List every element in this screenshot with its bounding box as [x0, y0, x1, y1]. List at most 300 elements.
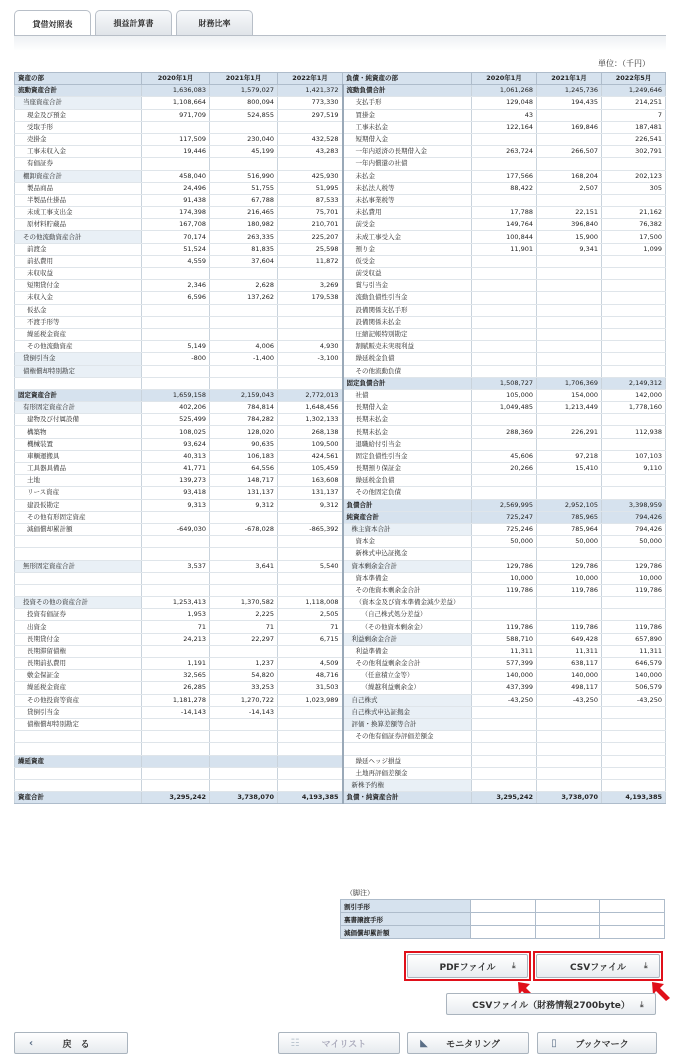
table-row — [15, 658, 666, 670]
asset-label: 貸倒引当金 — [15, 706, 142, 718]
value-cell: 5,540 — [278, 560, 343, 572]
table-row — [15, 463, 666, 475]
footnote-label: （脚注） — [346, 889, 374, 897]
back-button[interactable] — [14, 1032, 128, 1054]
value-cell: 43,283 — [278, 146, 343, 158]
asset-label: 工事未収入金 — [15, 146, 142, 158]
liability-label: 自己株式申込証拠金 — [343, 706, 472, 718]
header-assets: 資産の部 — [15, 73, 142, 85]
value-cell: 4,006 — [210, 341, 278, 353]
value-cell: 93,418 — [142, 487, 210, 499]
value-cell: 25,598 — [278, 243, 343, 255]
value-cell — [278, 645, 343, 657]
csv-full-download-button[interactable] — [446, 993, 656, 1015]
value-cell — [278, 536, 343, 548]
value-cell — [142, 158, 210, 170]
asset-label: 土地 — [15, 475, 142, 487]
value-cell: 88,422 — [472, 182, 537, 194]
total-value: 3,295,242 — [142, 792, 210, 804]
liability-label: 資本剰余金合計 — [343, 560, 472, 572]
asset-label: 短期貸付金 — [15, 280, 142, 292]
asset-label: 製品商品 — [15, 182, 142, 194]
table-row — [15, 231, 666, 243]
table-row — [15, 243, 666, 255]
value-cell: 2,772,013 — [278, 389, 343, 401]
value-cell — [142, 731, 210, 743]
value-cell — [472, 353, 537, 365]
value-cell: 800,094 — [210, 97, 278, 109]
value-cell — [210, 328, 278, 340]
value-cell — [472, 487, 537, 499]
value-cell: 140,000 — [472, 670, 537, 682]
value-cell: 45,199 — [210, 146, 278, 158]
value-cell: 1,508,727 — [472, 377, 537, 389]
value-cell — [278, 268, 343, 280]
liability-label: 前受金 — [343, 219, 472, 231]
value-cell: 11,311 — [472, 645, 537, 657]
asset-label: 投資有価証券 — [15, 609, 142, 621]
liability-label: 新株予約権 — [343, 779, 472, 791]
liability-label: （資本金及び資本準備金減少差益） — [343, 597, 472, 609]
value-cell: 425,930 — [278, 170, 343, 182]
value-cell: 1,245,736 — [537, 85, 602, 97]
tab-underline — [14, 35, 666, 51]
asset-label: 敷金保証金 — [15, 670, 142, 682]
value-cell: 142,000 — [602, 389, 666, 401]
table-row — [15, 682, 666, 694]
monitoring-label: モニタリング — [446, 1039, 500, 1050]
table-row — [15, 572, 666, 584]
liability-label: 土地再評価差額金 — [343, 767, 472, 779]
liability-label: 長期未払金 — [343, 426, 472, 438]
value-cell: 1,061,268 — [472, 85, 537, 97]
total-value: 3,738,070 — [537, 792, 602, 804]
value-cell: 97,218 — [537, 450, 602, 462]
value-cell: 50,000 — [602, 536, 666, 548]
asset-label: リース資産 — [15, 487, 142, 499]
value-cell — [537, 133, 602, 145]
value-cell — [602, 353, 666, 365]
value-cell: 21,162 — [602, 207, 666, 219]
liability-label: 社債 — [343, 389, 472, 401]
value-cell — [472, 743, 537, 755]
value-cell: 1,108,664 — [142, 97, 210, 109]
value-cell: 71 — [278, 621, 343, 633]
value-cell — [602, 755, 666, 767]
value-cell: 140,000 — [602, 670, 666, 682]
value-cell: 1,706,369 — [537, 377, 602, 389]
value-cell: 458,040 — [142, 170, 210, 182]
liability-label: その他有価証券評価差額金 — [343, 731, 472, 743]
liability-label: 設備関係未払金 — [343, 316, 472, 328]
liability-label: 純資産合計 — [343, 511, 472, 523]
value-cell: 424,561 — [278, 450, 343, 462]
asset-label: 工具器具備品 — [15, 463, 142, 475]
value-cell — [602, 292, 666, 304]
value-cell: 11,872 — [278, 255, 343, 267]
value-cell: 179,538 — [278, 292, 343, 304]
value-cell — [537, 767, 602, 779]
table-row — [15, 536, 666, 548]
asset-label: 固定資産合計 — [15, 389, 142, 401]
table-row — [15, 121, 666, 133]
liability-label: 圧縮記帳特別勘定 — [343, 328, 472, 340]
bookmark-button[interactable] — [537, 1032, 657, 1054]
value-cell — [602, 548, 666, 560]
asset-label: その他流動資産 — [15, 341, 142, 353]
value-cell — [472, 194, 537, 206]
value-cell: 230,040 — [210, 133, 278, 145]
value-cell: -800 — [142, 353, 210, 365]
value-cell: 7 — [602, 109, 666, 121]
value-cell: 119,786 — [537, 621, 602, 633]
table-row — [15, 414, 666, 426]
table-row — [15, 328, 666, 340]
value-cell: 1,270,722 — [210, 694, 278, 706]
value-cell: 1,213,449 — [537, 402, 602, 414]
value-cell: 1,421,372 — [278, 85, 343, 97]
liability-label: 工事未払金 — [343, 121, 472, 133]
value-cell: 646,579 — [602, 658, 666, 670]
value-cell: 971,709 — [142, 109, 210, 121]
value-cell — [537, 158, 602, 170]
table-row — [15, 341, 666, 353]
asset-label — [15, 377, 142, 389]
asset-label: 無形固定資産合計 — [15, 560, 142, 572]
table-row — [15, 109, 666, 121]
value-cell: 9,313 — [142, 499, 210, 511]
value-cell — [537, 268, 602, 280]
value-cell — [472, 328, 537, 340]
value-cell: 71 — [142, 621, 210, 633]
value-cell: 2,159,043 — [210, 389, 278, 401]
value-cell: 20,266 — [472, 463, 537, 475]
value-cell — [278, 731, 343, 743]
value-cell: 112,938 — [602, 426, 666, 438]
tab-income-statement[interactable]: 損益計算書 — [95, 10, 172, 36]
value-cell — [278, 316, 343, 328]
value-cell: 106,183 — [210, 450, 278, 462]
liability-label: 固定負債合計 — [343, 377, 472, 389]
bookmark-label: ブックマーク — [575, 1039, 629, 1050]
asset-label: 当座資産合計 — [15, 97, 142, 109]
asset-label: 構築物 — [15, 426, 142, 438]
value-cell: 10,000 — [472, 572, 537, 584]
value-cell: 588,710 — [472, 633, 537, 645]
value-cell: 24,213 — [142, 633, 210, 645]
value-cell: 784,814 — [210, 402, 278, 414]
value-cell — [210, 584, 278, 596]
unit-label: 単位：（千円） — [598, 59, 650, 68]
table-row — [15, 97, 666, 109]
liability-label: 流動負債合計 — [343, 85, 472, 97]
liability-label: 預り金 — [343, 243, 472, 255]
footnote-item: 減価償却累計額 — [341, 926, 471, 939]
tab-balance-sheet[interactable]: 貸借対照表 — [14, 10, 91, 37]
asset-label: 半製品仕掛品 — [15, 194, 142, 206]
value-cell — [602, 268, 666, 280]
table-row — [15, 597, 666, 609]
table-row — [15, 316, 666, 328]
value-cell — [278, 304, 343, 316]
value-cell — [537, 316, 602, 328]
value-cell — [210, 536, 278, 548]
value-cell — [537, 755, 602, 767]
liability-label: その他固定負債 — [343, 487, 472, 499]
liability-label: 設備関係支払手形 — [343, 304, 472, 316]
header-liabilities: 負債・純資産の部 — [343, 73, 472, 85]
value-cell — [142, 767, 210, 779]
value-cell — [278, 755, 343, 767]
liability-label: （繰越利益剰余金） — [343, 682, 472, 694]
value-cell — [278, 743, 343, 755]
asset-label: 前払費用 — [15, 255, 142, 267]
value-cell: 107,103 — [602, 450, 666, 462]
value-cell — [602, 779, 666, 791]
value-cell — [537, 280, 602, 292]
value-cell: -865,392 — [278, 523, 343, 535]
mylist-label: マイリスト — [321, 1039, 367, 1050]
asset-label: 未成工事支出金 — [15, 207, 142, 219]
table-row — [15, 706, 666, 718]
tab-financial-ratios[interactable]: 財務比率 — [176, 10, 253, 36]
value-cell: 302,791 — [602, 146, 666, 158]
value-cell — [210, 743, 278, 755]
value-cell: 117,509 — [142, 133, 210, 145]
value-cell: 657,890 — [602, 633, 666, 645]
value-cell: 3,641 — [210, 560, 278, 572]
footnote-table — [340, 899, 665, 939]
liability-label: 未払費用 — [343, 207, 472, 219]
value-cell — [210, 268, 278, 280]
table-row — [15, 438, 666, 450]
liability-label: （その他資本剰余金） — [343, 621, 472, 633]
liability-label: 長期預り保証金 — [343, 463, 472, 475]
table-row — [341, 926, 665, 939]
table-row — [15, 523, 666, 535]
value-cell: 119,786 — [602, 584, 666, 596]
value-cell: 17,500 — [602, 231, 666, 243]
asset-label — [15, 743, 142, 755]
value-cell: 1,370,582 — [210, 597, 278, 609]
value-cell: 2,149,312 — [602, 377, 666, 389]
csv-button-label: CSVファイル — [569, 962, 627, 973]
value-cell: 1,191 — [142, 658, 210, 670]
monitoring-button[interactable] — [407, 1032, 529, 1054]
value-cell — [537, 365, 602, 377]
liability-label: 買掛金 — [343, 109, 472, 121]
value-cell: 9,341 — [537, 243, 602, 255]
value-cell — [278, 377, 343, 389]
asset-label — [15, 731, 142, 743]
asset-label: 繰延税金資産 — [15, 328, 142, 340]
value-cell — [142, 268, 210, 280]
liability-label: 一年内償還の社債 — [343, 158, 472, 170]
footnote-item: 裏書譲渡手形 — [341, 913, 471, 926]
value-cell — [472, 304, 537, 316]
value-cell: -3,100 — [278, 353, 343, 365]
chevron-left-icon: ‹ — [28, 1037, 34, 1049]
value-cell — [210, 548, 278, 560]
value-cell: 437,399 — [472, 682, 537, 694]
asset-label: 前渡金 — [15, 243, 142, 255]
asset-label: 不渡手形等 — [15, 316, 142, 328]
table-row — [15, 158, 666, 170]
value-cell: 268,138 — [278, 426, 343, 438]
value-cell — [278, 158, 343, 170]
table-row — [15, 194, 666, 206]
asset-label — [15, 767, 142, 779]
value-cell: 15,410 — [537, 463, 602, 475]
value-cell: 4,509 — [278, 658, 343, 670]
table-row — [15, 402, 666, 414]
table-row — [15, 268, 666, 280]
value-cell — [142, 584, 210, 596]
asset-label: その他投資等資産 — [15, 694, 142, 706]
liability-label: 繰延税金負債 — [343, 353, 472, 365]
header-year: 2021年1月 — [537, 73, 602, 85]
total-value: 4,193,385 — [602, 792, 666, 804]
value-cell — [142, 121, 210, 133]
total-value: 3,295,242 — [472, 792, 537, 804]
value-cell — [472, 755, 537, 767]
value-cell: 41,771 — [142, 463, 210, 475]
value-cell: 2,952,105 — [537, 499, 602, 511]
value-cell: 90,635 — [210, 438, 278, 450]
value-cell — [472, 255, 537, 267]
value-cell: 24,496 — [142, 182, 210, 194]
value-cell: 516,990 — [210, 170, 278, 182]
liability-label: 負債合計 — [343, 499, 472, 511]
rss-icon: ◣ — [420, 1037, 428, 1049]
value-cell: -678,028 — [210, 523, 278, 535]
value-cell: 22,151 — [537, 207, 602, 219]
value-cell: 11,901 — [472, 243, 537, 255]
value-cell: 17,788 — [472, 207, 537, 219]
liability-label: 長期未払金 — [343, 414, 472, 426]
value-cell: 402,206 — [142, 402, 210, 414]
value-cell — [210, 572, 278, 584]
value-cell: 149,764 — [472, 219, 537, 231]
value-cell — [602, 365, 666, 377]
value-cell: 210,701 — [278, 219, 343, 231]
back-label: 戻 る — [62, 1039, 90, 1050]
value-cell — [142, 645, 210, 657]
value-cell — [472, 268, 537, 280]
asset-label: 出資金 — [15, 621, 142, 633]
value-cell: 51,755 — [210, 182, 278, 194]
value-cell: 48,716 — [278, 670, 343, 682]
value-cell — [537, 487, 602, 499]
asset-label: 受取手形 — [15, 121, 142, 133]
liability-label: 一年内返済の長期借入金 — [343, 146, 472, 158]
value-cell: 40,313 — [142, 450, 210, 462]
value-cell: 202,123 — [602, 170, 666, 182]
liability-label: 流動負債性引当金 — [343, 292, 472, 304]
asset-label: 長期滞留債権 — [15, 645, 142, 657]
table-row — [15, 377, 666, 389]
header-year: 2022年5月 — [602, 73, 666, 85]
value-cell: 1,636,083 — [142, 85, 210, 97]
value-cell: 9,110 — [602, 463, 666, 475]
liability-label: 固定負債性引当金 — [343, 450, 472, 462]
value-cell — [278, 767, 343, 779]
liability-label: 割賦販売未実現利益 — [343, 341, 472, 353]
value-cell: 216,465 — [210, 207, 278, 219]
value-cell — [602, 597, 666, 609]
value-cell — [537, 304, 602, 316]
table-row — [15, 475, 666, 487]
value-cell — [142, 377, 210, 389]
value-cell — [142, 718, 210, 730]
value-cell — [602, 280, 666, 292]
value-cell: 93,624 — [142, 438, 210, 450]
asset-label: 原材料貯蔵品 — [15, 219, 142, 231]
value-cell: 2,507 — [537, 182, 602, 194]
value-cell: 67,788 — [210, 194, 278, 206]
asset-label: 有価証券 — [15, 158, 142, 170]
value-cell — [142, 316, 210, 328]
value-cell: 1,253,413 — [142, 597, 210, 609]
value-cell: 51,524 — [142, 243, 210, 255]
value-cell — [278, 511, 343, 523]
asset-label: 現金及び預金 — [15, 109, 142, 121]
asset-label: 車輌運搬具 — [15, 450, 142, 462]
header-year: 2020年1月 — [142, 73, 210, 85]
value-cell — [472, 414, 537, 426]
value-cell — [278, 548, 343, 560]
value-cell — [537, 718, 602, 730]
value-cell — [210, 645, 278, 657]
table-header-row — [15, 73, 666, 85]
value-cell — [278, 365, 343, 377]
asset-label — [15, 584, 142, 596]
value-cell: 148,717 — [210, 475, 278, 487]
mylist-button[interactable] — [278, 1032, 400, 1054]
value-cell — [210, 779, 278, 791]
value-cell — [472, 158, 537, 170]
value-cell: 498,117 — [537, 682, 602, 694]
liability-label: 自己株式 — [343, 694, 472, 706]
liability-label: 未払金 — [343, 170, 472, 182]
value-cell: 1,118,008 — [278, 597, 343, 609]
value-cell: 225,207 — [278, 231, 343, 243]
table-row — [15, 85, 666, 97]
table-row — [15, 365, 666, 377]
value-cell — [537, 597, 602, 609]
value-cell: 129,786 — [472, 560, 537, 572]
download-icon: ⤓ — [640, 1000, 644, 1009]
asset-label: 減価償却累計額 — [15, 523, 142, 535]
table-row — [15, 280, 666, 292]
value-cell — [602, 767, 666, 779]
value-cell: 305 — [602, 182, 666, 194]
value-cell: 119,786 — [537, 584, 602, 596]
list-icon: ☷ — [290, 1037, 300, 1049]
pdf-download-button[interactable] — [407, 954, 528, 978]
csv-download-button[interactable] — [536, 954, 660, 978]
value-cell: -649,030 — [142, 523, 210, 535]
value-cell: 1,648,456 — [278, 402, 343, 414]
liability-label: 長期借入金 — [343, 402, 472, 414]
value-cell — [602, 609, 666, 621]
value-cell — [142, 511, 210, 523]
value-cell — [210, 377, 278, 389]
value-cell: 794,426 — [602, 523, 666, 535]
value-cell — [278, 779, 343, 791]
asset-label: 建物及び付属設備 — [15, 414, 142, 426]
asset-label — [15, 536, 142, 548]
